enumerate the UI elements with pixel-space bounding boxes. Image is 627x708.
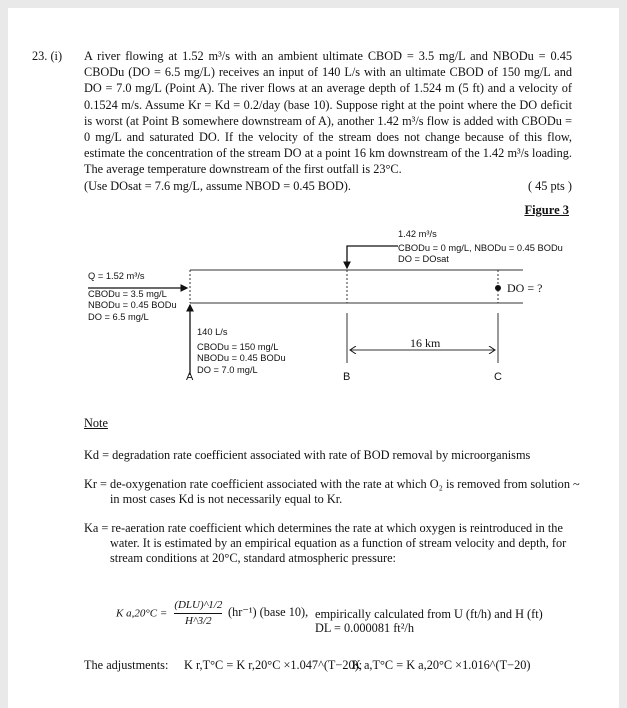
formula-fraction bbox=[174, 598, 222, 629]
adjust-kr: K r,T°C = K r,20°C ×1.047^(T−20); bbox=[184, 658, 363, 672]
input-a-nbod: NBODu = 0.45 BODu bbox=[197, 353, 286, 363]
use-text: (Use DOsat = 7.6 mg/L, assume NBOD = 0.45 BOD). bbox=[84, 178, 351, 193]
ka-formula bbox=[116, 598, 226, 629]
adjust-ka: K a,T°C = K a,20°C ×1.016^(T−20) bbox=[352, 658, 531, 672]
points-label: ( 45 pts ) bbox=[527, 178, 572, 193]
input-b-arrow bbox=[347, 246, 398, 268]
input-b-do: DO = DOsat bbox=[398, 254, 449, 264]
input-a-cbod: CBODu = 150 mg/L bbox=[197, 341, 279, 352]
point-c-do-label: DO = ? bbox=[507, 281, 543, 295]
dl-value: DL = 0.000081 ft²/h bbox=[315, 621, 414, 635]
formula-lhs: K a,20°C = bbox=[116, 607, 168, 620]
distance-label: 16 km bbox=[410, 336, 441, 350]
question-number: 23. (i) bbox=[32, 49, 63, 63]
formula-numerator: (DLU)^1/2 bbox=[174, 598, 222, 614]
upstream-nbod: NBODu = 0.45 BODu bbox=[88, 300, 177, 310]
note-kd: Kd = degradation rate coefficient associated with rate of BOD removal by microorganisms bbox=[84, 448, 531, 462]
point-a-label: A bbox=[186, 371, 194, 383]
input-a-labels bbox=[197, 327, 286, 376]
input-b-labels bbox=[398, 229, 563, 266]
document-page bbox=[8, 8, 619, 708]
upstream-cbod: CBODu = 3.5 mg/L bbox=[88, 288, 167, 299]
formula-desc: empirically calculated from U (ft/h) and H (ft) bbox=[315, 607, 543, 621]
figure-title: Figure 3 bbox=[524, 203, 569, 217]
formula-units: (hr⁻¹) (base 10), bbox=[228, 605, 309, 619]
upstream-q: Q = 1.52 m³/s bbox=[88, 271, 145, 281]
point-c-marker bbox=[495, 285, 501, 291]
point-c-label: C bbox=[494, 371, 502, 383]
river-diagram bbox=[8, 8, 619, 408]
note-kr: Kr = de-oxygenation rate coefficient associated with the rate at which O₂ is removed from solution ~ in most cases Kd is not necessarily equal to Kr. bbox=[84, 477, 580, 506]
upstream-do: DO = 6.5 mg/L bbox=[88, 311, 149, 322]
input-b-cbod: CBODu = 0 mg/L, NBODu = 0.45 BODu bbox=[398, 242, 563, 253]
point-b-label: B bbox=[343, 371, 351, 383]
input-b-flow: 1.42 m³/s bbox=[398, 229, 437, 239]
note-ka: Ka = re-aeration rate coefficient which determines the rate at which oxygen is reintroduced in the water. It is estimated by an empirical equation as a function of stream velocity and depth, for stream conditions at 20°C, standard atmospheric pressure: bbox=[84, 521, 567, 565]
question-text: A river flowing at 1.52 m³/s with an ambient ultimate CBOD = 3.5 mg/L and NBODu = 0.45 CBODu (DO = 6.5 mg/L) receives an input of 140 L/s with an ultimate CBOD of 150 mg/L and DO = 7.0 mg/L (Point A). The river flows at an average depth of 1.524 m (5 ft) and a velocity of 0.1524 m/s. Assume Kr = Kd = 0.2/day (base 10). Suppose right at the point where the DO deficit is worst (at Point B somewhere downstream of A), another 1.42 m³/s flow is added with CBODu = 0 mg/L and saturated DO. If the velocity of the stream does not change because of this flow, estimate the concentration of the stream DO at a point 16 km downstream of the 1.42 m³/s loading. The average temperature downstream of the first outfall is 23°C. bbox=[84, 49, 572, 177]
input-a-do: DO = 7.0 mg/L bbox=[197, 364, 258, 375]
input-a-flow: 140 L/s bbox=[197, 327, 228, 337]
adjust-label: The adjustments: bbox=[84, 658, 169, 672]
upstream-labels bbox=[88, 271, 177, 323]
note-heading: Note bbox=[84, 416, 108, 430]
formula-denominator: H^3/2 bbox=[185, 615, 212, 627]
